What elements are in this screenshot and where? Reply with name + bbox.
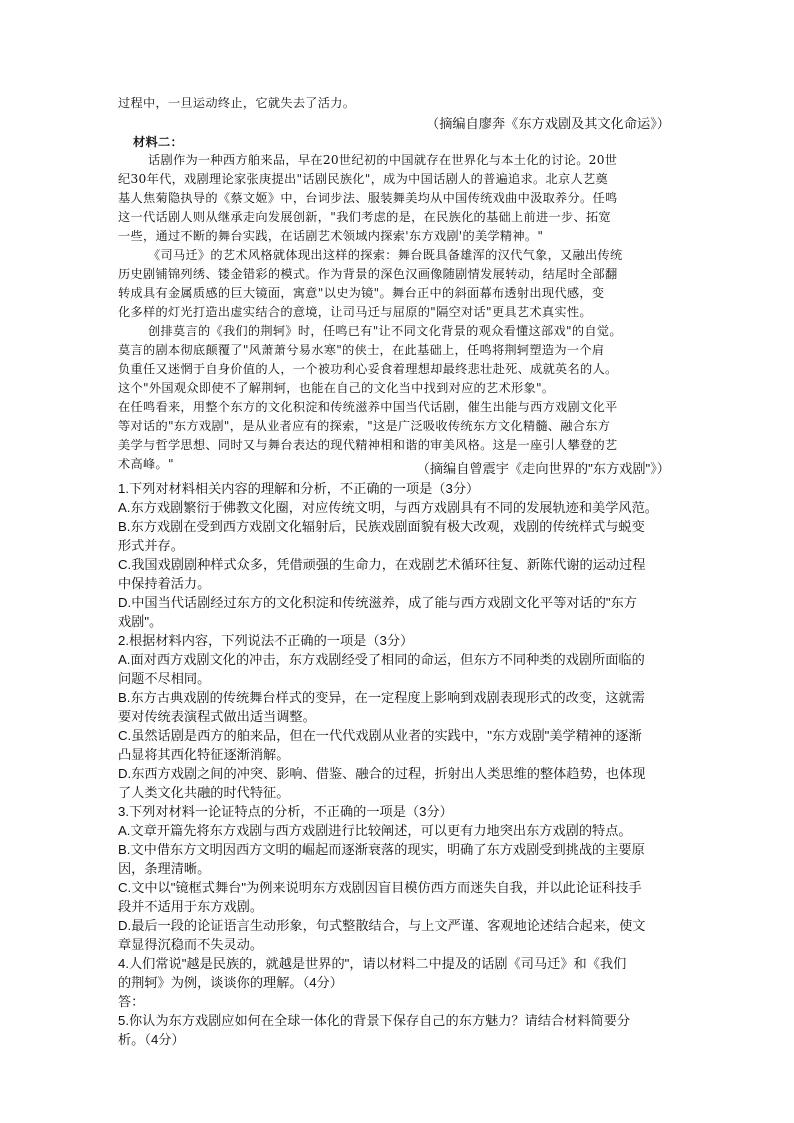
text-line: 负重任又迷惘于自身价值的人，一个被功利心妥食着理想却最终悲壮赴死、成就英名的人。: [118, 362, 618, 376]
question-stem: 2.根据材料内容，下列说法不正确的一项是（3分）: [118, 633, 414, 648]
question-stem-cont: 析。（4分）: [118, 1032, 185, 1047]
option-d: D.中国当代话剧经过东方的文化积淀和传统滋养，成了能与西方戏剧文化平等对话的"东方: [118, 595, 637, 610]
text-line: 这一代话剧人则从继承走向发展创新，"我们考虑的是，在民族化的基础上前进一步、拓宽: [118, 210, 611, 224]
option-c: C.虽然话剧是西方的舶来品，但在一代代戏剧从业者的实践中，"东方戏剧"美学精神的逐渐: [118, 728, 642, 743]
source-citation-2: （摘编自曾震宇《走向世界的"东方戏剧"》）: [416, 461, 670, 476]
question-stem: 4.人们常说"越是民族的，就越是世界的"，请以材料二中提及的话剧《司马迁》和《我们: [118, 956, 627, 971]
option-c-cont: 段并不适用于东方戏剧。: [118, 899, 264, 914]
text-line: 这个"外国观众即使不了解荆轲，也能在自己的文化当中找到对应的艺术形象"。: [118, 381, 555, 395]
answer-label: 答：: [118, 994, 145, 1009]
text-line: 《司马迁》的艺术风格就体现出这样的探索：舞台既具备雄浑的汉代气象，又融出传统: [148, 248, 623, 262]
text-line: 基人焦菊隐执导的《蔡文姬》中，台词步法、服装舞美均从中国传统戏曲中汲取养分。任鸣: [118, 191, 618, 205]
material1-tail: 过程中，一旦运动终止，它就失去了活力。: [118, 96, 356, 110]
text-line: 转成具有金属质感的巨大镜面，寓意"以史为镜"。舞台正中的斜面幕布透射出现代感，变: [118, 286, 605, 300]
text-line: 等对话的"东方戏剧"，是从业者应有的探索，"这是广泛吸收传统东方文化精髓、融合东方: [118, 419, 611, 433]
text-line: 纪30年代，戏剧理论家张庚提出"话剧民族化"，成为中国话剧人的普遍追求。北京人艺奠: [118, 172, 608, 186]
text-line: 一些，通过不断的舞台实践，在话剧艺术领域内探索'东方戏剧'的美学精神。": [118, 229, 544, 243]
option-d-cont: 戏剧"。: [118, 614, 163, 629]
option-b-cont: 因，条理清晰。: [118, 861, 211, 876]
question-stem: 5.你认为东方戏剧应如何在全球一体化的背景下保存自己的东方魅力？请结合材料简要分: [118, 1013, 631, 1028]
option-a: A.东方戏剧繁衍于佛教文化圈，对应传统文明，与西方戏剧具有不同的发展轨迹和美学风范。: [118, 500, 658, 515]
option-c-cont: 凸显将其西化特征逐渐消解。: [118, 747, 290, 762]
text-line: 在任鸣看来，用整个东方的文化积淀和传统滋养中国当代话剧，催生出能与西方戏剧文化平: [118, 400, 618, 414]
option-c: C.文中以"镜框式舞台"为例来说明东方戏剧因盲目模仿西方而迷失自我，并以此论证科技手: [118, 880, 642, 895]
question-stem: 3.下列对材料一论证特点的分析，不正确的一项是（3分）: [118, 804, 453, 819]
material2-heading: 材料二：: [133, 135, 183, 149]
question-stem: 1.下列对材料相关内容的理解和分析，不正确的一项是（3分）: [118, 481, 480, 496]
option-a: A.文章开篇先将东方戏剧与西方戏剧进行比较阐述，可以更有力地突出东方戏剧的特点。: [118, 823, 632, 838]
option-a: A.面对西方戏剧文化的冲击，东方戏剧经受了相同的命运，但东方不同种类的戏剧所面临的: [118, 652, 645, 667]
option-c-cont: 中保持着活力。: [118, 576, 211, 591]
option-b: B.文中借东方文明因西方文明的崛起而逐渐衰落的现实，明确了东方戏剧受到挑战的主要原: [118, 842, 645, 857]
question-stem-cont: 的荆轲》为例，谈谈你的理解。（4分）: [118, 975, 343, 990]
option-a-cont: 问题不尽相同。: [118, 671, 211, 686]
source-citation-1: （摘编自廖奔《东方戏剧及其文化命运》）: [426, 116, 670, 131]
option-b: B.东方古典戏剧的传统舞台样式的变异，在一定程度上影响到戏剧表现形式的改变，这就需: [118, 690, 645, 705]
option-d-cont: 章显得沉稳而不失灵动。: [118, 937, 264, 952]
option-b-cont: 形式并存。: [118, 538, 184, 553]
text-line: 历史剧铺锦列绣、镂金错彩的模式。作为背景的深色汉画像随剧情发展转动，结尾时全部翻: [118, 267, 618, 281]
text-line: 创排莫言的《我们的荆轲》时，任鸣已有"让不同文化背景的观众看懂这部戏"的自觉。: [148, 324, 622, 338]
option-b-cont: 要对传统表演程式做出适当调整。: [118, 709, 316, 724]
text-line: 化多样的灯光打造出虚实结合的意境，让司马迁与屈原的"隔空对话"更具艺术真实性。: [118, 305, 592, 319]
option-b: B.东方戏剧在受到西方戏剧文化辐射后，民族戏剧面貌有极大改观，戏剧的传统样式与蜕变: [118, 519, 645, 534]
text-line: 术高峰。": [118, 457, 174, 471]
option-d: D.东西方戏剧之间的冲突、影响、借鉴、融合的过程，折射出人类思维的整体趋势，也体现: [118, 766, 646, 781]
text-line: 话剧作为一种西方舶来品，早在20世纪初的中国就存在世界化与本土化的讨论。20世: [148, 153, 618, 167]
text-line: 美学与哲学思想、同时又与舞台表达的现代精神相和谐的审美风格。这是一座引人攀登的艺: [118, 438, 618, 452]
option-d: D.最后一段的论证语言生动形象，句式整散结合，与上文严谨、客观地论述结合起来，使文: [118, 918, 646, 933]
text-line: 莫言的剧本彻底颠覆了"风萧萧兮易水寒"的侠士，在此基础上，任鸣将荆轲塑造为一个肩: [118, 343, 605, 357]
option-d-cont: 了人类文化共融的时代特征。: [118, 785, 290, 800]
option-c: C.我国戏剧剧种样式众多，凭借顽强的生命力，在戏剧艺术循环往复、新陈代谢的运动过程: [118, 557, 646, 572]
